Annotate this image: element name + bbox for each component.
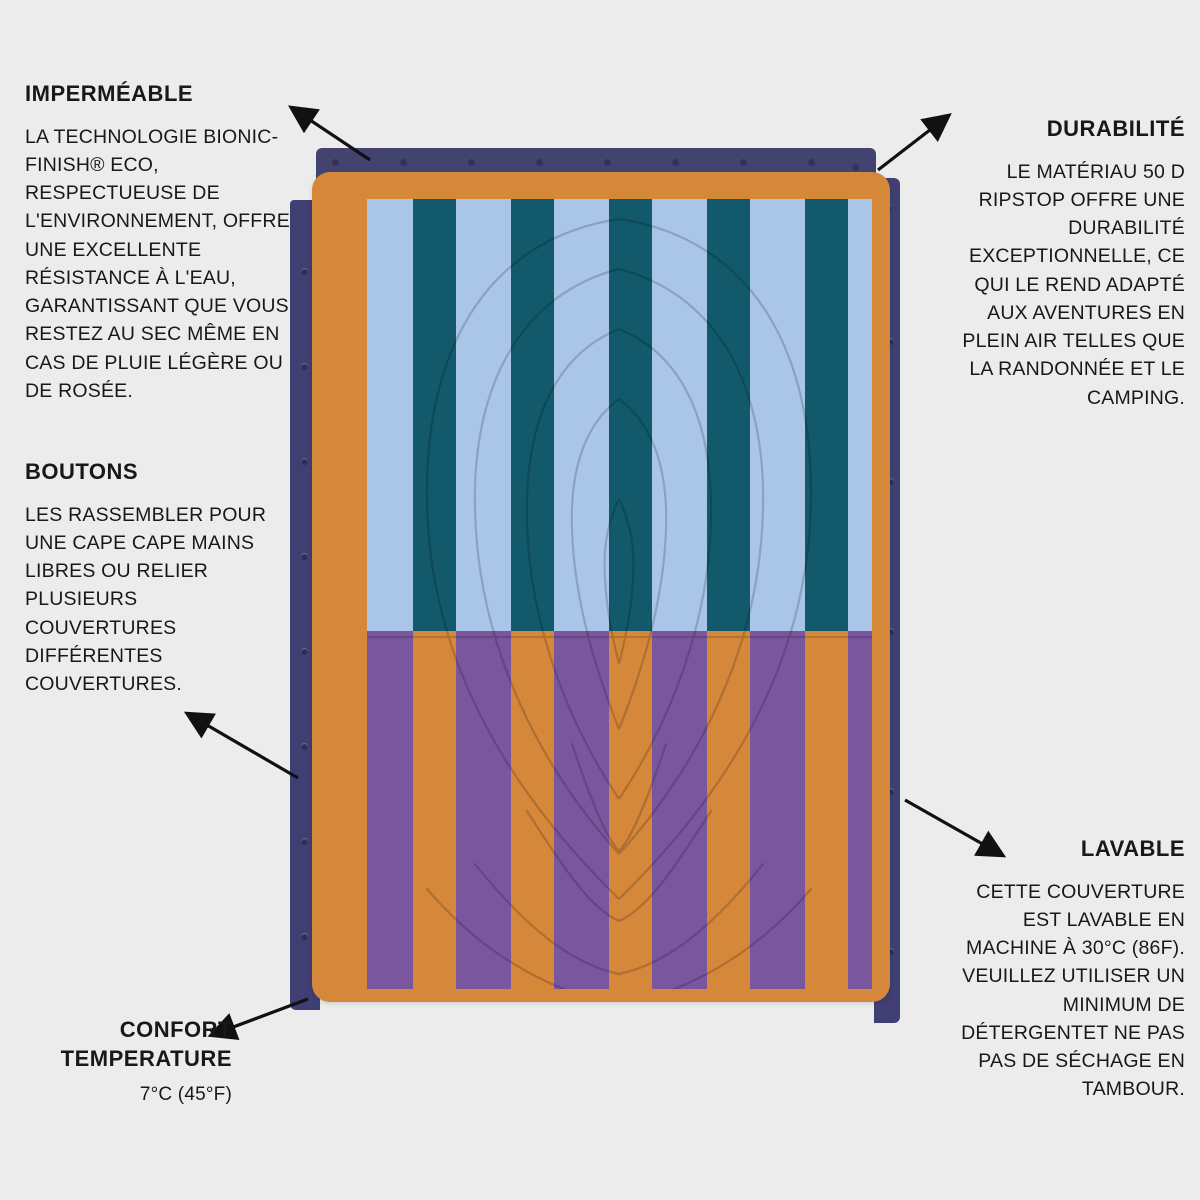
- snap-button: [400, 159, 407, 166]
- callout-title: BOUTONS: [25, 459, 139, 484]
- stripe-panel-bottom: [367, 631, 872, 989]
- snap-button: [301, 648, 308, 655]
- stripe: [848, 631, 872, 989]
- stripe-panel-top: [367, 199, 872, 631]
- stripe: [750, 199, 805, 631]
- snap-button: [740, 159, 747, 166]
- snap-button: [672, 159, 679, 166]
- stripe: [456, 631, 511, 989]
- callout-lavable: [940, 835, 1185, 1104]
- snap-button: [468, 159, 475, 166]
- snap-button: [301, 743, 308, 750]
- callout-boutons: [25, 458, 275, 698]
- stripe: [511, 631, 554, 989]
- stripe: [707, 199, 750, 631]
- callout-body: LA TECHNOLOGIE BIONIC-FINISH® ECO, RESPECTUEUSE DE L'ENVIRONNEMENT, OFFRE UNE EXCELLENTE RÉSISTANCE À L'EAU, GARANTISSANT QUE VOUS RESTEZ AU SEC MÊME EN CAS DE PLUIE LÉGÈRE OU DE ROSÉE.: [25, 125, 290, 402]
- callout-durabilite: [940, 115, 1185, 412]
- stripe: [750, 631, 805, 989]
- stripe: [609, 631, 652, 989]
- callout-title: IMPERMÉABLE: [25, 81, 194, 106]
- callout-title: LAVABLE: [1080, 836, 1185, 861]
- stripe: [367, 199, 413, 631]
- stripe: [511, 199, 554, 631]
- callout-title: CONFORT TEMPERATURE: [60, 1017, 232, 1071]
- stripe: [456, 199, 511, 631]
- product-illustration: [290, 148, 900, 1028]
- callout-confort-temperature: [22, 1016, 232, 1109]
- callout-body: LE MATÉRIAU 50 D RIPSTOP OFFRE UNE DURABILITÉ EXCEPTIONNELLE, CE QUI LE REND ADAPTÉ AUX AVENTURES EN PLEIN AIR TELLES QUE LA RANDONNÉE ET LE CAMPING.: [962, 160, 1185, 409]
- stripe: [554, 631, 609, 989]
- snap-button: [301, 553, 308, 560]
- blanket-striped-field: [367, 199, 872, 989]
- stripe: [413, 199, 456, 631]
- snap-button: [301, 363, 308, 370]
- stripe: [805, 199, 848, 631]
- stripe: [554, 199, 609, 631]
- stripe: [805, 631, 848, 989]
- callout-title: DURABILITÉ: [1046, 116, 1185, 141]
- snap-button: [301, 838, 308, 845]
- blanket-face: [312, 172, 890, 1002]
- callout-body: LES RASSEMBLER POUR UNE CAPE CAPE MAINS LIBRES OU RELIER PLUSIEURS COUVERTURES DIFFÉRENTES COUVERTURES.: [25, 503, 267, 696]
- snap-button: [301, 268, 308, 275]
- stripe: [367, 631, 413, 989]
- stripe: [609, 199, 652, 631]
- snap-button: [332, 159, 339, 166]
- callout-body: 7°C (45°F): [139, 1084, 232, 1106]
- snap-button: [808, 159, 815, 166]
- stripe: [413, 631, 456, 989]
- callout-body: CETTE COUVERTURE EST LAVABLE EN MACHINE À 30°C (86F). VEUILLEZ UTILISER UN MINIMUM DE DÉTERGENTET NE PAS PAS DE SÉCHAGE EN TAMBOUR.: [961, 880, 1185, 1101]
- stripe: [652, 631, 707, 989]
- stripe: [848, 199, 872, 631]
- snap-button: [301, 933, 308, 940]
- snap-button: [301, 458, 308, 465]
- snap-button: [604, 159, 611, 166]
- arrow-boutons: [188, 714, 298, 778]
- snap-button: [852, 164, 859, 171]
- callout-impermeable: [25, 80, 293, 405]
- snap-button: [536, 159, 543, 166]
- stripe: [652, 199, 707, 631]
- stripe: [707, 631, 750, 989]
